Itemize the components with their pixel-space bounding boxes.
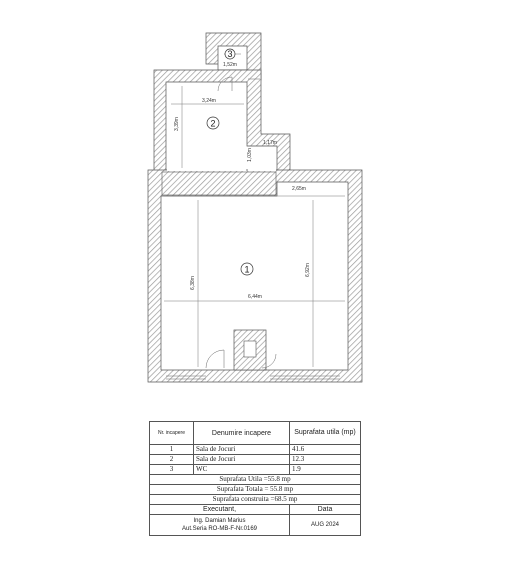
executant-header-row (150, 505, 361, 515)
date-value: AUG 2024 (290, 515, 361, 536)
table-row (150, 445, 361, 455)
room-2-height-label: 3,39m (174, 117, 180, 131)
header-name: Denumire incapere (194, 422, 290, 445)
room-2-side-label: 1,03m (247, 148, 253, 162)
data-label: Data (290, 505, 361, 515)
room-3-number: 3 (227, 49, 233, 59)
room-2-extra-label: 1,17m (263, 140, 277, 146)
executant-label: Executant, (150, 505, 290, 515)
table-row (150, 455, 361, 465)
summary-row (150, 495, 361, 505)
room-schedule-table (149, 421, 361, 536)
header-area: Suprafata utila (mp) (290, 422, 361, 445)
room-2-number: 2 (210, 118, 216, 129)
summary-row (150, 485, 361, 495)
engineer-name: Ing. Damian Marius (193, 518, 246, 524)
summary-totala: Suprafata Totala = 55.8 mp (150, 485, 361, 495)
authorization-number: Aut.Seria RO-MB-F-Nr.0169 (181, 526, 258, 532)
summary-row (150, 475, 361, 485)
row-name: Sala de Jocuri (194, 455, 290, 465)
table-header-row (150, 422, 361, 445)
summary-construita: Suprafata construita =68.5 mp (150, 495, 361, 505)
room-1-number: 1 (244, 264, 250, 275)
engineer-block (150, 515, 290, 536)
row-nr: 3 (150, 465, 194, 475)
row-name: Sala de Jocuri (194, 445, 290, 455)
room-3-width-label: 1,52m (223, 62, 237, 68)
table-row (150, 465, 361, 475)
room-1-width-label: 6,44m (248, 294, 262, 300)
summary-utila: Suprafata Utila =55.8 mp (150, 475, 361, 485)
room-1-height-left-label: 6,38m (190, 276, 196, 290)
room-1-extra-label: 2,65m (292, 186, 306, 192)
row-area: 12.3 (290, 455, 361, 465)
row-nr: 1 (150, 445, 194, 455)
row-name: WC (194, 465, 290, 475)
row-nr: 2 (150, 455, 194, 465)
row-area: 41.6 (290, 445, 361, 455)
row-area: 1.9 (290, 465, 361, 475)
room-1-height-right-label: 6,92m (305, 263, 311, 277)
room-2-width-label: 3,24m (202, 98, 216, 104)
signature-row (150, 515, 361, 536)
header-nr: Nr. incapere (150, 422, 194, 445)
